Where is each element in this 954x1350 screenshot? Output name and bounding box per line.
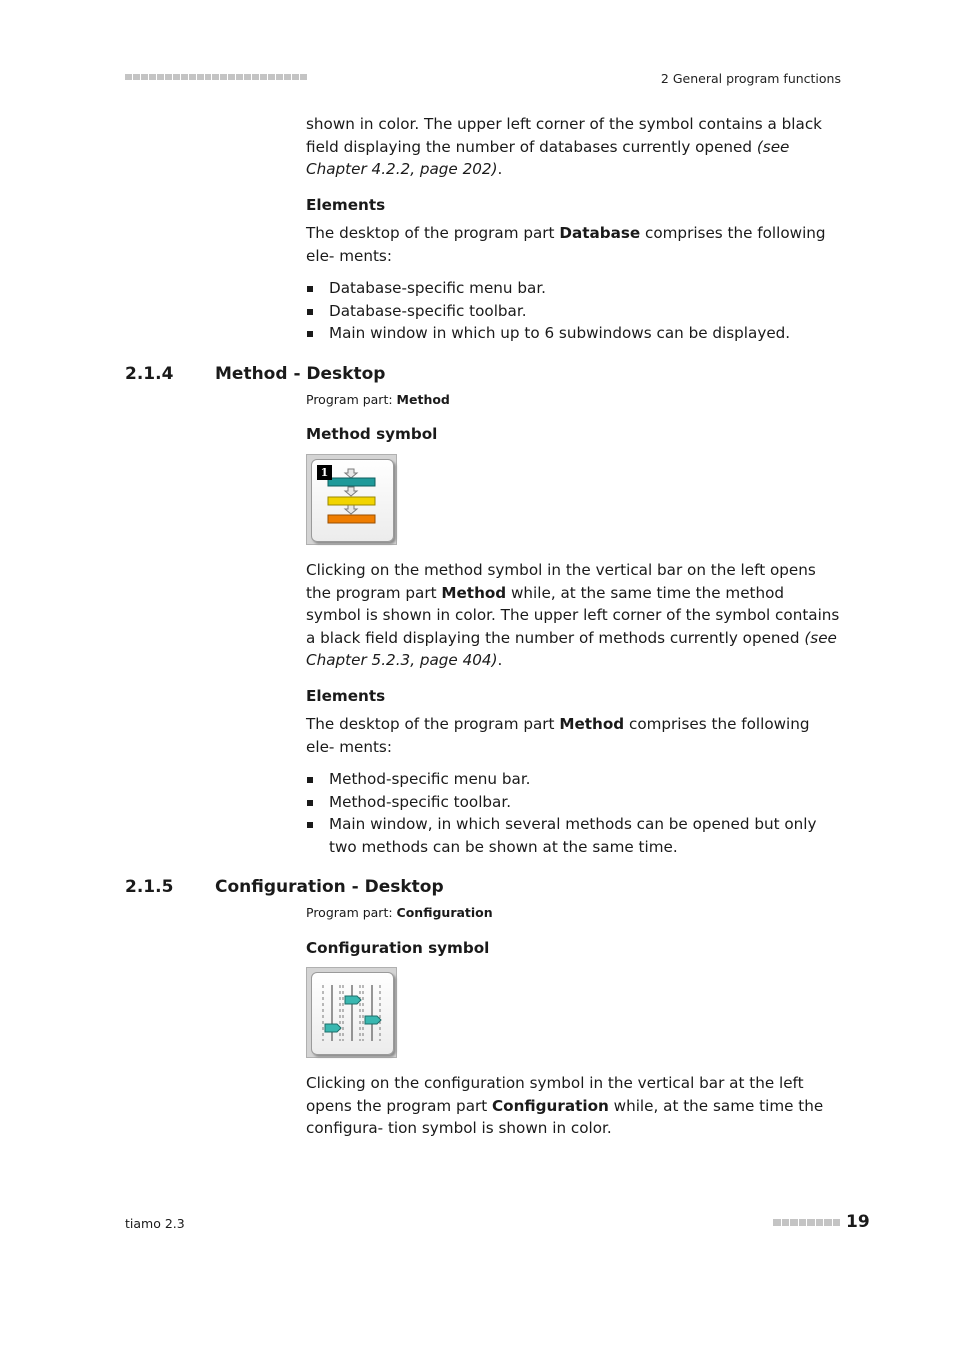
slider-knob bbox=[325, 1024, 341, 1032]
section-number: 2.1.5 bbox=[125, 877, 174, 897]
method-description: Clicking on the method symbol in the vertical bar on the left opens the program part Method while, at the same time the method symbol is shown in color. The upper left corner of the symbol contains a black field displaying the number of methods currently opened (see Chapter 5.2.3, page 404). bbox=[306, 561, 840, 669]
list-item: Main window in which up to 6 subwindows can be displayed. bbox=[306, 322, 841, 345]
section-number: 2.1.4 bbox=[125, 364, 174, 384]
header-decoration bbox=[125, 73, 307, 82]
list-item: Main window, in which several methods can be opened but only two methods can be shown at the same time. bbox=[306, 813, 841, 858]
list-item: Database-specific toolbar. bbox=[306, 300, 841, 323]
method-symbol-icon[interactable] bbox=[306, 454, 397, 545]
method-elements-list bbox=[306, 768, 841, 858]
program-part-label: Program part: Method bbox=[306, 392, 450, 407]
cross-reference[interactable]: (see Chapter 4.2.2, page 202) bbox=[306, 137, 790, 178]
list-item: Database-specific menu bar. bbox=[306, 277, 841, 300]
section-title: Method - Desktop bbox=[215, 364, 386, 384]
elements-paragraph: The desktop of the program part Database comprises the following ele- ments: bbox=[306, 224, 826, 265]
symbol-heading: Method symbol bbox=[306, 425, 438, 443]
elements-paragraph: The desktop of the program part Method comprises the following ele- ments: bbox=[306, 715, 810, 756]
orange-bar bbox=[328, 515, 375, 523]
slider-knob bbox=[345, 996, 361, 1004]
intro-paragraph: shown in color. The upper left corner of the symbol contains a black field displaying the number of databases currently opened (see Chapter 4.2.2, page 202). bbox=[306, 115, 822, 178]
slider-knob bbox=[365, 1016, 381, 1024]
elements-heading: Elements bbox=[306, 196, 386, 214]
configuration-symbol-icon[interactable] bbox=[306, 967, 397, 1058]
yellow-bar bbox=[328, 497, 375, 505]
elements-heading: Elements bbox=[306, 687, 386, 705]
configuration-description: Clicking on the configuration symbol in the vertical bar at the left opens the program part Configuration while, at the same time the configura- tion symbol is shown in color. bbox=[306, 1074, 824, 1137]
program-part-label: Program part: Configuration bbox=[306, 905, 493, 920]
cross-reference[interactable]: (see Chapter 5.2.3, page 404) bbox=[306, 628, 837, 669]
open-count-badge: 1 bbox=[317, 465, 332, 480]
database-elements-list bbox=[306, 277, 841, 345]
list-item: Method-specific menu bar. bbox=[306, 768, 841, 791]
footer-product: tiamo 2.3 bbox=[125, 1216, 185, 1231]
running-header: 2 General program functions bbox=[660, 71, 841, 86]
list-item: Method-specific toolbar. bbox=[306, 791, 841, 814]
page-number: 19 bbox=[846, 1212, 870, 1232]
footer-decoration bbox=[773, 1219, 840, 1226]
symbol-heading: Configuration symbol bbox=[306, 939, 490, 957]
teal-bar bbox=[328, 478, 375, 486]
section-title: Configuration - Desktop bbox=[215, 877, 444, 897]
